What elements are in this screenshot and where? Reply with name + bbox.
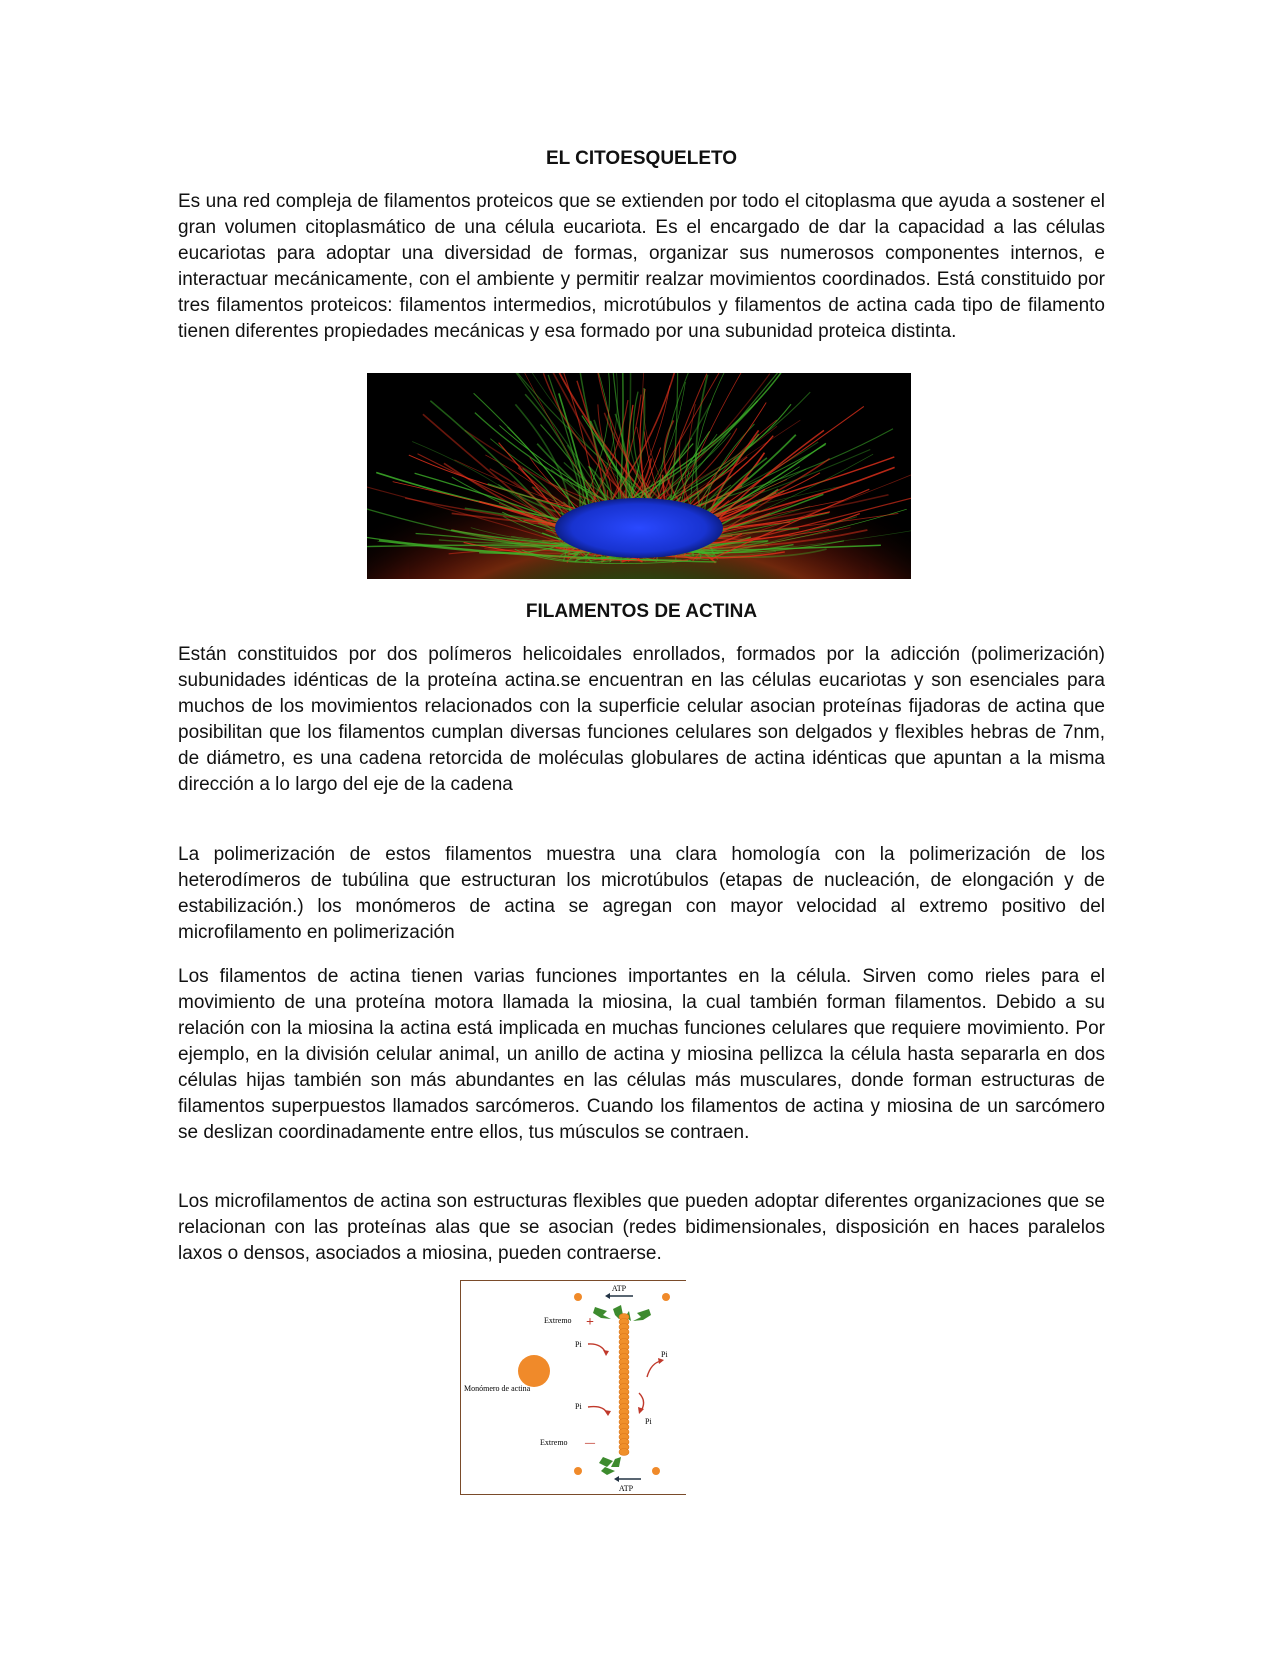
cytoskeleton-micrograph (367, 373, 911, 579)
monomer-bottom-left (574, 1467, 582, 1475)
paragraph-polymerization: La polimerización de estos filamentos muestra una clara homología con la polimerización de los heterodímeros de tubúlina que estructuran los microtúbulos (etapas de nucleación, de elongación y de estabilización.) los monómeros de actina se agregan con mayor velocidad al extremo positivo del microfilamento en polimerización (178, 844, 1105, 943)
paragraph-organization: Los microfilamentos de actina son estructuras flexibles que pueden adoptar diferentes organizaciones que se relacionan con las proteínas alas que se asocian (redes bidimensionales, disposición en haces paralelos laxos o densos, asociados a miosina, pueden contraerse. (178, 1191, 1105, 1264)
document-title: EL CITOESQUELETO (545, 148, 738, 169)
actin-polymerization-diagram (460, 1280, 686, 1495)
minus-sign: — (585, 1438, 595, 1449)
atp-release-arrows-bottom (599, 1457, 621, 1475)
pi-arrow-1 (588, 1344, 606, 1353)
pi-label-3: Pi (575, 1402, 582, 1411)
pi-label-4: Pi (645, 1417, 652, 1426)
monomer-bottom-right (652, 1467, 660, 1475)
pi-arrow-3 (588, 1407, 607, 1413)
plus-end-label: Extremo (544, 1316, 572, 1325)
pi-label-2: Pi (661, 1350, 668, 1359)
intro-paragraph: Es una red compleja de filamentos proteicos que se extienden por todo el citoplasma que ayuda a sostener el gran volumen citoplasmático de una célula eucariota. Es el encargado de dar la capacidad a las células eucariotas para adoptar una diversidad de formas, organizar sus numerosos componentes internos, e interactuar mecánicamente, con el ambiente y permitir realzar movimientos coordinados. Está constituido por tres filamentos proteicos: filamentos intermedios, microtúbulos y filamentos de actina cada tipo de filamento tienen diferentes propiedades mecánicas y esa formado por una subunidad proteica distinta. (178, 191, 1105, 342)
actin-diagram-svg (461, 1281, 686, 1494)
minus-end-label: Extremo (540, 1438, 568, 1447)
actin-monomer (518, 1355, 550, 1387)
monomer-top-left (574, 1293, 582, 1301)
atp-top-label: ATP (611, 1284, 627, 1293)
monomer-label: Monómero de actina (464, 1384, 531, 1393)
actin-filament (619, 1314, 629, 1456)
paragraph-structure: Están constituidos por dos polímeros helicoidales enrollados, formados por la adicción (polimerización) subunidades idénticas de la proteína actina.se encuentran en las células eucariotas y son esenciales para muchos de los movimientos relacionados con la superficie celular asocian proteínas fijadoras de actina que posibilitan que los filamentos cumplan diversas funciones celulares son delgados y flexibles hebras de 7nm, de diámetro, es una cadena retorcida de moléculas globulares de actina idénticas que apuntan a la misma dirección a lo largo del eje de la cadena (178, 644, 1105, 795)
pi-label-1: Pi (575, 1340, 582, 1349)
cytoskeleton-micrograph-svg (367, 373, 911, 579)
atp-bottom-label: ATP (618, 1484, 634, 1493)
filament-subunit (619, 1449, 629, 1456)
nucleus (555, 498, 723, 558)
monomer-top-right (662, 1293, 670, 1301)
section-title: FILAMENTOS DE ACTINA (525, 601, 758, 622)
paragraph-functions: Los filamentos de actina tienen varias funciones importantes en la célula. Sirven como rieles para el movimiento de una proteína motora llamada la miosina, la cual también forman filamentos. Debido a su relación con la miosina la actina está implicada en muchas funciones celulares que requiere movimiento. Por ejemplo, en la división celular animal, un anillo de actina y miosina pellizca la célula hasta separarla en dos células hijas también son más abundantes en las células más musculares, donde forman estructuras de filamentos superpuestos llamados sarcómeros. Cuando los filamentos de actina y miosina de un sarcómero se deslizan coordinadamente entre ellos, tus músculos se contraen. (178, 966, 1105, 1143)
plus-sign: + (586, 1315, 594, 1330)
